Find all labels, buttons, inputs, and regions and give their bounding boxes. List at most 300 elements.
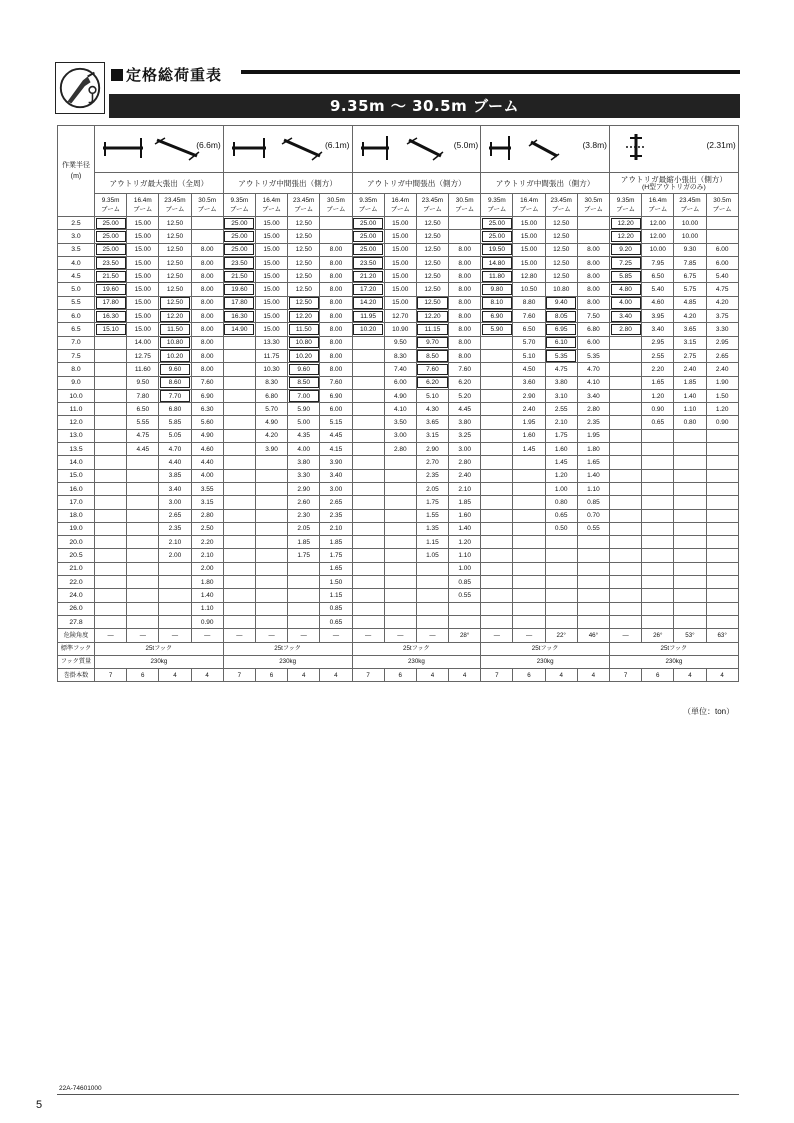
outrigger-span-5: (2.31m) xyxy=(706,140,736,150)
load-cell: 5.05 xyxy=(159,429,191,442)
boom-length-unit: ブーム xyxy=(583,206,603,213)
load-cell: 8.30 xyxy=(384,349,416,362)
outrigger-label-3 xyxy=(352,173,481,194)
load-cell xyxy=(384,482,416,495)
load-cell: 6.80 xyxy=(255,389,287,402)
load-cell xyxy=(481,429,513,442)
danger-angle-cell: — xyxy=(481,629,513,642)
load-cell: 2.65 xyxy=(159,509,191,522)
load-cell xyxy=(513,509,545,522)
load-cell: 3.15 xyxy=(416,429,448,442)
hook-mass-row xyxy=(58,655,739,668)
load-cell xyxy=(642,443,674,456)
load-cell xyxy=(127,496,159,509)
load-cell: 1.35 xyxy=(416,522,448,535)
load-cell: 8.00 xyxy=(320,283,352,296)
boom-length-value: 9.35m xyxy=(616,197,635,204)
load-cell: 4.90 xyxy=(384,389,416,402)
load-cell xyxy=(642,562,674,575)
load-cell xyxy=(127,602,159,615)
load-cell xyxy=(127,536,159,549)
load-cell: 1.45 xyxy=(513,443,545,456)
load-cell xyxy=(352,403,384,416)
load-cell: 25.00 xyxy=(352,217,384,230)
load-cell xyxy=(481,576,513,589)
load-cell: 6.80 xyxy=(159,403,191,416)
load-cell xyxy=(481,389,513,402)
load-cell xyxy=(674,562,706,575)
load-cell xyxy=(610,443,642,456)
load-cell: 5.70 xyxy=(513,336,545,349)
load-cell xyxy=(481,522,513,535)
load-cell xyxy=(255,509,287,522)
load-cell: 1.00 xyxy=(449,562,481,575)
title-wrap xyxy=(111,64,222,85)
load-cell: 2.80 xyxy=(610,323,642,336)
table-row xyxy=(58,615,739,628)
load-cell xyxy=(416,602,448,615)
load-cell: 15.00 xyxy=(255,230,287,243)
load-cell: 12.80 xyxy=(513,270,545,283)
table-row xyxy=(58,576,739,589)
load-cell: 2.65 xyxy=(706,349,738,362)
load-cell: 17.80 xyxy=(223,296,255,309)
load-cell: 2.10 xyxy=(159,536,191,549)
load-cell: 17.20 xyxy=(352,283,384,296)
boom-length-value: 23.45m xyxy=(164,197,186,204)
danger-angle-cell: — xyxy=(610,629,642,642)
hook-label: 標準フック xyxy=(58,642,95,655)
load-cell: 7.80 xyxy=(127,389,159,402)
load-cell: 12.50 xyxy=(288,270,320,283)
load-cell: 1.60 xyxy=(449,509,481,522)
load-cell: 8.00 xyxy=(191,323,223,336)
danger-angle-cell: 53° xyxy=(674,629,706,642)
load-cell: 5.35 xyxy=(577,349,609,362)
load-cell xyxy=(191,217,223,230)
load-cell xyxy=(577,615,609,628)
load-cell: 7.60 xyxy=(416,363,448,376)
load-cell xyxy=(352,576,384,589)
load-cell xyxy=(706,549,738,562)
load-cell xyxy=(288,615,320,628)
outrigger-label-row xyxy=(58,173,739,194)
load-cell: 12.50 xyxy=(159,296,191,309)
boom-length-unit: ブーム xyxy=(197,206,217,213)
boom-length-header xyxy=(545,194,577,217)
load-cell xyxy=(610,376,642,389)
load-cell: 4.70 xyxy=(577,363,609,376)
load-cell xyxy=(610,522,642,535)
load-cell: 12.50 xyxy=(545,230,577,243)
danger-angle-cell: 63° xyxy=(706,629,738,642)
boom-length-value: 16.4m xyxy=(648,197,667,204)
table-row xyxy=(58,456,739,469)
load-cell xyxy=(481,589,513,602)
reeving-cell: 4 xyxy=(288,669,320,682)
load-cell: 6.00 xyxy=(320,403,352,416)
load-cell: 3.85 xyxy=(159,469,191,482)
outrigger-diagram-2 xyxy=(223,126,352,173)
danger-angle-cell: 26° xyxy=(642,629,674,642)
load-cell: 25.00 xyxy=(223,230,255,243)
load-cell: 8.00 xyxy=(191,256,223,269)
load-cell: 12.20 xyxy=(288,310,320,323)
boom-length-unit: ブーム xyxy=(519,206,539,213)
load-cell: 1.75 xyxy=(416,496,448,509)
boom-length-value: 16.4m xyxy=(391,197,410,204)
load-cell xyxy=(513,549,545,562)
load-cell xyxy=(642,429,674,442)
boom-length-header xyxy=(320,194,352,217)
load-cell: 1.00 xyxy=(545,482,577,495)
load-cell: 4.35 xyxy=(288,429,320,442)
load-cell: 7.25 xyxy=(610,256,642,269)
boom-length-value: 16.4m xyxy=(133,197,152,204)
load-cell xyxy=(481,376,513,389)
table-row xyxy=(58,496,739,509)
load-cell: 25.00 xyxy=(352,243,384,256)
hook-mass-cell: 230kg xyxy=(223,655,352,668)
load-table-body xyxy=(58,217,739,682)
load-cell: 23.50 xyxy=(223,256,255,269)
load-cell xyxy=(706,469,738,482)
load-cell: 12.50 xyxy=(159,283,191,296)
boom-length-unit: ブーム xyxy=(680,206,700,213)
reeving-cell: 4 xyxy=(706,669,738,682)
load-cell: 8.00 xyxy=(191,296,223,309)
load-cell: 15.00 xyxy=(384,296,416,309)
load-cell: 2.40 xyxy=(674,363,706,376)
load-cell xyxy=(706,443,738,456)
danger-angle-row xyxy=(58,629,739,642)
hook-cell: 25tフック xyxy=(610,642,739,655)
load-cell xyxy=(674,443,706,456)
load-cell xyxy=(384,576,416,589)
reeving-cell: 4 xyxy=(416,669,448,682)
load-cell xyxy=(642,522,674,535)
danger-angle-cell: 46° xyxy=(577,629,609,642)
load-cell: 5.85 xyxy=(159,416,191,429)
load-cell xyxy=(95,416,127,429)
load-cell: 6.20 xyxy=(416,376,448,389)
load-cell: 5.70 xyxy=(255,403,287,416)
load-cell xyxy=(352,363,384,376)
outrigger-span-4: (3.8m) xyxy=(582,140,607,150)
load-cell xyxy=(674,615,706,628)
load-cell: 15.00 xyxy=(127,283,159,296)
load-cell xyxy=(481,482,513,495)
load-cell: 8.80 xyxy=(513,296,545,309)
load-cell: 1.50 xyxy=(706,389,738,402)
load-cell xyxy=(610,363,642,376)
load-cell: 3.90 xyxy=(320,456,352,469)
boom-length-value: 30.5m xyxy=(327,197,345,204)
load-cell xyxy=(223,469,255,482)
outrigger-label-5 xyxy=(610,173,739,194)
load-cell xyxy=(223,363,255,376)
load-cell xyxy=(223,496,255,509)
load-cell: 7.60 xyxy=(449,363,481,376)
table-row xyxy=(58,509,739,522)
load-cell xyxy=(481,456,513,469)
load-cell xyxy=(127,589,159,602)
load-cell: 8.00 xyxy=(191,336,223,349)
load-cell: 5.35 xyxy=(545,349,577,362)
table-row xyxy=(58,323,739,336)
load-cell xyxy=(255,456,287,469)
radius-cell: 14.0 xyxy=(58,456,95,469)
load-cell xyxy=(416,562,448,575)
load-cell: 8.00 xyxy=(449,349,481,362)
load-cell xyxy=(545,589,577,602)
load-cell: 0.85 xyxy=(449,576,481,589)
load-cell: 7.50 xyxy=(577,310,609,323)
load-cell xyxy=(223,389,255,402)
load-cell xyxy=(223,482,255,495)
load-cell: 1.75 xyxy=(545,429,577,442)
radius-header-label: 作業半径 xyxy=(62,162,90,169)
load-cell xyxy=(416,576,448,589)
load-cell xyxy=(95,336,127,349)
load-cell xyxy=(223,576,255,589)
load-cell: 4.60 xyxy=(642,296,674,309)
load-cell: 4.40 xyxy=(159,456,191,469)
load-cell xyxy=(223,376,255,389)
load-cell: 3.80 xyxy=(449,416,481,429)
load-cell xyxy=(255,576,287,589)
boom-length-unit: ブーム xyxy=(551,206,571,213)
load-cell xyxy=(288,602,320,615)
boom-length-value: 23.45m xyxy=(550,197,572,204)
load-cell: 4.20 xyxy=(706,296,738,309)
load-cell: 23.50 xyxy=(352,256,384,269)
load-cell xyxy=(642,549,674,562)
load-cell xyxy=(642,496,674,509)
reeving-cell: 4 xyxy=(449,669,481,682)
load-cell xyxy=(610,562,642,575)
load-cell: 0.90 xyxy=(191,615,223,628)
load-cell: 12.50 xyxy=(288,283,320,296)
load-cell: 8.00 xyxy=(320,349,352,362)
boom-length-header xyxy=(577,194,609,217)
load-cell xyxy=(545,576,577,589)
load-cell xyxy=(255,562,287,575)
load-cell: 0.90 xyxy=(706,416,738,429)
load-cell xyxy=(127,615,159,628)
load-cell xyxy=(610,549,642,562)
load-cell: 10.20 xyxy=(159,349,191,362)
load-cell: 12.75 xyxy=(127,349,159,362)
load-cell: 5.90 xyxy=(288,403,320,416)
load-cell: 5.15 xyxy=(320,416,352,429)
outrigger-label-text: アウトリガ中間張出（側方） xyxy=(367,178,466,188)
load-cell: 12.00 xyxy=(642,217,674,230)
load-cell xyxy=(545,549,577,562)
hook-mass-cell: 230kg xyxy=(610,655,739,668)
load-cell: 4.70 xyxy=(159,443,191,456)
load-cell: 12.50 xyxy=(288,243,320,256)
load-cell xyxy=(255,482,287,495)
boom-length-unit: ブーム xyxy=(648,206,668,213)
load-cell: 4.20 xyxy=(674,310,706,323)
load-cell xyxy=(352,456,384,469)
load-cell xyxy=(481,469,513,482)
table-row xyxy=(58,416,739,429)
table-row xyxy=(58,217,739,230)
load-cell: 3.00 xyxy=(384,429,416,442)
load-cell xyxy=(481,336,513,349)
load-cell xyxy=(449,615,481,628)
boom-length-value: 16.4m xyxy=(262,197,281,204)
load-cell: 10.80 xyxy=(288,336,320,349)
load-cell: 2.20 xyxy=(191,536,223,549)
boom-length-value: 30.5m xyxy=(455,197,474,204)
outrigger-label-4 xyxy=(481,173,610,194)
load-cell: 1.90 xyxy=(706,376,738,389)
load-cell: 12.70 xyxy=(384,310,416,323)
load-cell: 4.00 xyxy=(288,443,320,456)
reeving-cell: 7 xyxy=(481,669,513,682)
load-cell: 1.45 xyxy=(545,456,577,469)
load-cell: 14.20 xyxy=(352,296,384,309)
radius-cell: 3.5 xyxy=(58,243,95,256)
reeving-cell: 6 xyxy=(513,669,545,682)
load-cell: 12.20 xyxy=(159,310,191,323)
load-cell: 8.00 xyxy=(449,256,481,269)
load-cell: 2.10 xyxy=(191,549,223,562)
load-cell: 11.15 xyxy=(416,323,448,336)
table-row xyxy=(58,443,739,456)
load-cell xyxy=(352,562,384,575)
load-cell: 5.75 xyxy=(674,283,706,296)
load-cell xyxy=(352,349,384,362)
load-cell: 3.65 xyxy=(416,416,448,429)
load-cell: 15.00 xyxy=(127,256,159,269)
load-cell xyxy=(95,496,127,509)
danger-angle-cell: — xyxy=(320,629,352,642)
load-cell xyxy=(255,602,287,615)
load-cell xyxy=(352,416,384,429)
load-cell: 12.00 xyxy=(642,230,674,243)
boom-length-header xyxy=(706,194,738,217)
load-cell: 12.50 xyxy=(545,256,577,269)
load-cell: 0.55 xyxy=(449,589,481,602)
load-cell: 3.60 xyxy=(513,376,545,389)
load-cell: 5.40 xyxy=(706,270,738,283)
load-cell: 1.65 xyxy=(642,376,674,389)
load-cell: 2.00 xyxy=(191,562,223,575)
load-cell: 12.50 xyxy=(159,243,191,256)
load-cell: 1.80 xyxy=(191,576,223,589)
load-cell xyxy=(352,336,384,349)
radius-cell: 27.8 xyxy=(58,615,95,628)
load-cell: 0.85 xyxy=(320,602,352,615)
radius-cell: 7.0 xyxy=(58,336,95,349)
boom-length-value: 9.35m xyxy=(230,197,249,204)
load-cell xyxy=(127,549,159,562)
load-cell: 1.85 xyxy=(320,536,352,549)
load-cell: 12.50 xyxy=(545,270,577,283)
load-cell: 12.50 xyxy=(416,283,448,296)
danger-angle-cell: — xyxy=(513,629,545,642)
danger-angle-cell: — xyxy=(255,629,287,642)
table-row xyxy=(58,602,739,615)
load-cell xyxy=(610,602,642,615)
load-cell xyxy=(610,589,642,602)
load-cell: 1.20 xyxy=(642,389,674,402)
hook-mass-cell: 230kg xyxy=(95,655,224,668)
load-cell: 15.00 xyxy=(127,270,159,283)
load-cell: 25.00 xyxy=(95,243,127,256)
load-cell xyxy=(642,576,674,589)
load-cell xyxy=(674,589,706,602)
reeving-cell: 4 xyxy=(191,669,223,682)
load-cell: 8.00 xyxy=(320,363,352,376)
load-cell: 4.10 xyxy=(577,376,609,389)
load-cell xyxy=(706,482,738,495)
table-row xyxy=(58,536,739,549)
load-cell xyxy=(384,509,416,522)
radius-cell: 10.0 xyxy=(58,389,95,402)
load-cell: 12.50 xyxy=(545,243,577,256)
load-cell xyxy=(674,602,706,615)
table-row xyxy=(58,270,739,283)
load-cell: 4.75 xyxy=(545,363,577,376)
outrigger-diagram-4 xyxy=(481,126,610,173)
load-cell: 10.00 xyxy=(642,243,674,256)
load-cell: 15.00 xyxy=(255,270,287,283)
load-cell xyxy=(706,509,738,522)
table-row xyxy=(58,363,739,376)
load-cell: 25.00 xyxy=(95,217,127,230)
load-cell xyxy=(610,576,642,589)
title-rule xyxy=(241,70,740,74)
load-cell xyxy=(95,482,127,495)
load-cell: 1.20 xyxy=(449,536,481,549)
load-cell xyxy=(577,230,609,243)
load-cell xyxy=(352,389,384,402)
load-cell: 0.90 xyxy=(642,403,674,416)
load-cell xyxy=(481,416,513,429)
load-cell xyxy=(577,562,609,575)
load-cell: 6.50 xyxy=(642,270,674,283)
danger-angle-label: 危険角度 xyxy=(58,629,95,642)
load-cell: 25.00 xyxy=(223,217,255,230)
load-cell: 8.00 xyxy=(449,336,481,349)
load-cell: 8.00 xyxy=(320,296,352,309)
load-cell xyxy=(706,615,738,628)
boom-length-header xyxy=(513,194,545,217)
load-cell: 15.00 xyxy=(255,217,287,230)
load-cell xyxy=(513,469,545,482)
load-cell: 14.00 xyxy=(127,336,159,349)
load-cell xyxy=(642,456,674,469)
load-cell xyxy=(352,522,384,535)
load-cell xyxy=(416,589,448,602)
boom-length-unit: ブーム xyxy=(326,206,346,213)
load-cell xyxy=(610,469,642,482)
outrigger-diagram-1 xyxy=(95,126,224,173)
load-cell: 7.60 xyxy=(320,376,352,389)
boom-length-header xyxy=(610,194,642,217)
load-cell xyxy=(481,349,513,362)
outrigger-label-note: (H型アウトリガのみ) xyxy=(642,183,706,191)
load-cell xyxy=(127,509,159,522)
load-cell xyxy=(320,230,352,243)
load-cell: 4.20 xyxy=(255,429,287,442)
load-cell: 12.50 xyxy=(159,270,191,283)
